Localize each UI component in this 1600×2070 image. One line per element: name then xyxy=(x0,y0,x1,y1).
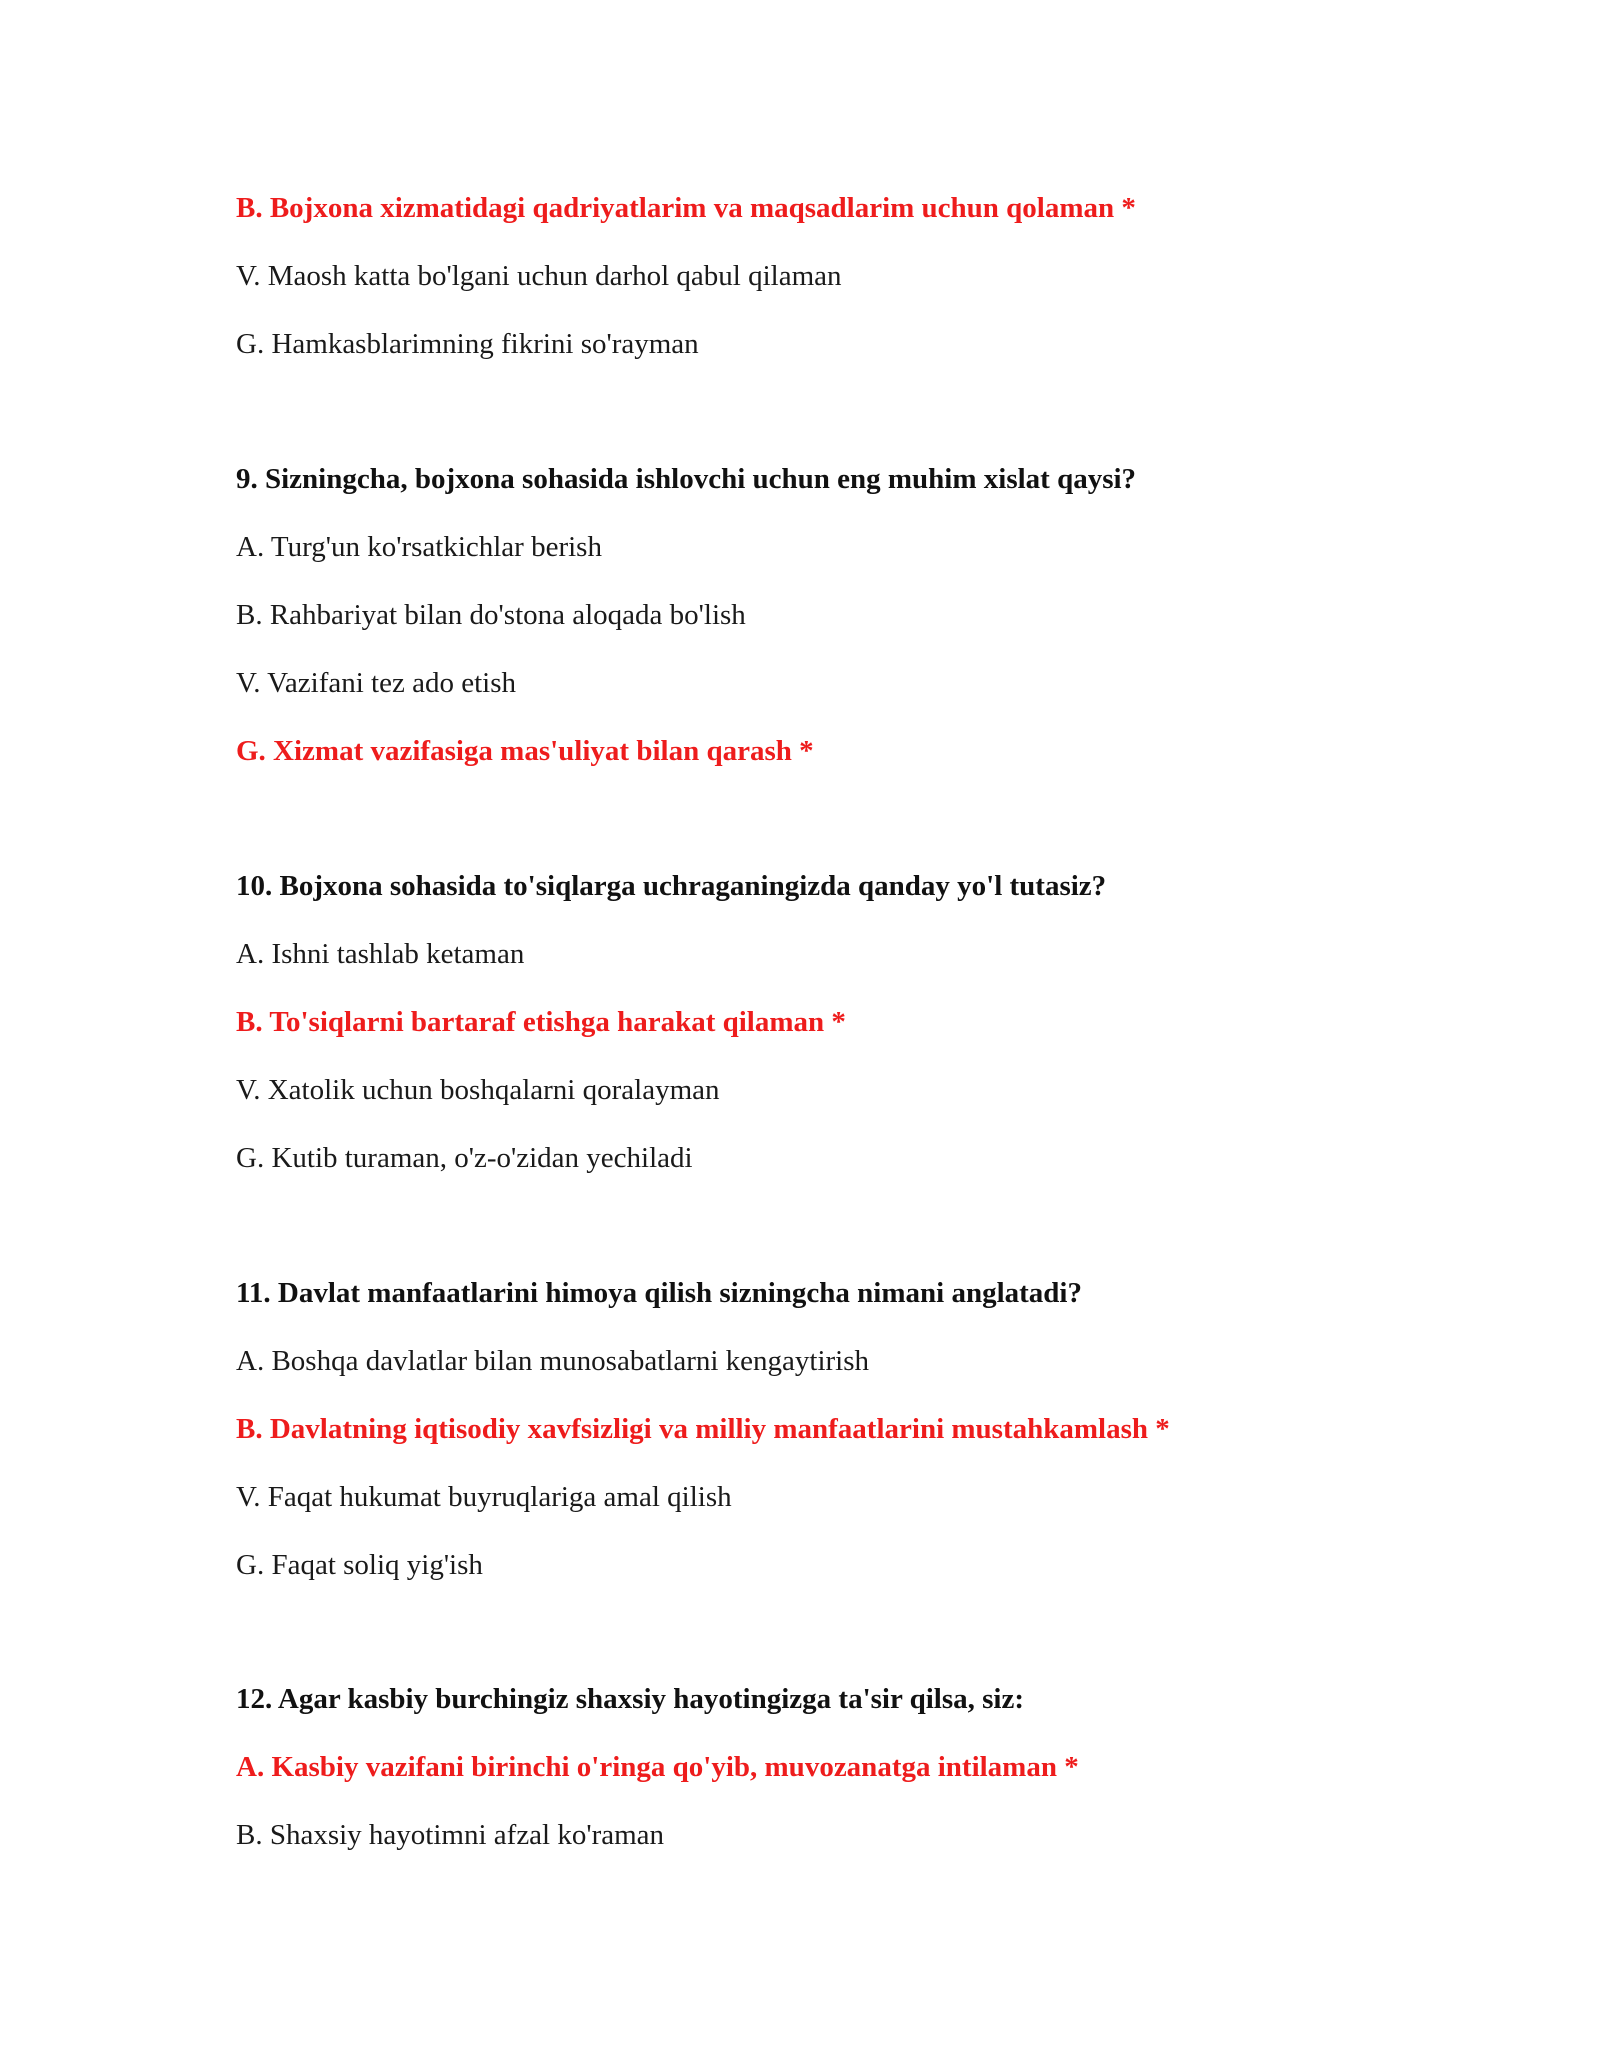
answer-option: V. Xatolik uchun boshqalarni qoralayman xyxy=(236,1074,720,1106)
question-heading: 11. Davlat manfaatlarini himoya qilish sizningcha nimani anglatadi? xyxy=(236,1277,1082,1309)
answer-option: A. Turg'un ko'rsatkichlar berish xyxy=(236,531,602,563)
answer-option: V. Faqat hukumat buyruqlariga amal qilish xyxy=(236,1481,732,1513)
answer-option: G. Kutib turaman, o'z-o'zidan yechiladi xyxy=(236,1142,693,1174)
answer-option: V. Maosh katta bo'lgani uchun darhol qabul qilaman xyxy=(236,260,842,292)
answer-option: V. Vazifani tez ado etish xyxy=(236,667,516,699)
answer-option-correct: A. Kasbiy vazifani birinchi o'ringa qo'yib, muvozanatga intilaman * xyxy=(236,1751,1079,1783)
question-heading: 9. Sizningcha, bojxona sohasida ishlovchi uchun eng muhim xislat qaysi? xyxy=(236,463,1137,495)
answer-option-correct: B. To'siqlarni bartaraf etishga harakat qilaman * xyxy=(236,1006,846,1038)
answer-option: A. Ishni tashlab ketaman xyxy=(236,938,525,970)
question-heading: 10. Bojxona sohasida to'siqlarga uchraganingizda qanday yo'l tutasiz? xyxy=(236,870,1107,902)
answer-option: G. Faqat soliq yig'ish xyxy=(236,1549,483,1581)
answer-option-correct: B. Davlatning iqtisodiy xavfsizligi va milliy manfaatlarini mustahkamlash * xyxy=(236,1413,1170,1445)
answer-option-correct: B. Bojxona xizmatidagi qadriyatlarim va maqsadlarim uchun qolaman * xyxy=(236,192,1136,224)
question-heading: 12. Agar kasbiy burchingiz shaxsiy hayotingizga ta'sir qilsa, siz: xyxy=(236,1683,1024,1715)
answer-option: B. Rahbariyat bilan do'stona aloqada bo'lish xyxy=(236,599,746,631)
answer-option-correct: G. Xizmat vazifasiga mas'uliyat bilan qarash * xyxy=(236,735,814,767)
answer-option: A. Boshqa davlatlar bilan munosabatlarni kengaytirish xyxy=(236,1345,870,1377)
answer-option: B. Shaxsiy hayotimni afzal ko'raman xyxy=(236,1819,665,1851)
answer-option: G. Hamkasblarimning fikrini so'rayman xyxy=(236,328,699,360)
